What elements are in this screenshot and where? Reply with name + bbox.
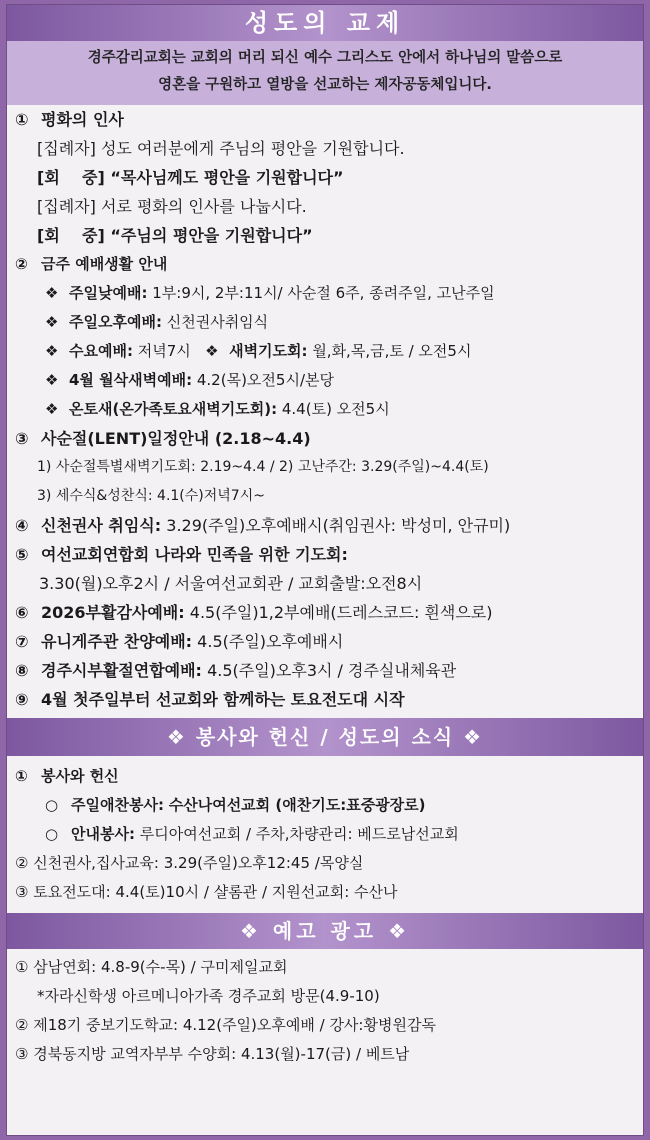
diamond-bullet-icon: ❖ <box>45 400 59 418</box>
lent-item: 1) 사순절특별새벽기도회: 2.19~4.4 / 2) 고난주간: 3.29(주일)~4.4(토) <box>37 459 489 475</box>
service-item: ○ 안내봉사: 루디아여선교회 / 주차,차량관리: 베드로남선교회 <box>15 820 635 849</box>
intro-line: 영혼을 구원하고 열방을 선교하는 제자공동체입니다. <box>158 77 492 93</box>
service-section <box>7 762 643 907</box>
announcement-detail: 3.30(월)오후2시 / 서울여선교회관 / 교회출발:오전8시 <box>39 574 423 593</box>
service-item: ③ 토요전도대: 4.4(토)10시 / 샬롬관 / 지원선교회: 수산나 <box>15 883 398 901</box>
intro-box <box>7 41 643 105</box>
litany-line: [회 중] “목사님께도 평안을 기원합니다” <box>37 168 344 187</box>
diamond-bullet-icon: ❖ <box>205 342 219 360</box>
page-title: 성도의 교제 <box>7 5 643 41</box>
announcement-item: ⑧ 경주시부활절연합예배: 4.5(주일)오후3시 / 경주실내체육관 <box>15 661 457 680</box>
announcement-item: ⑥ 2026부활감사예배: 4.5(주일)1,2부예배(드레스코드: 흰색으로) <box>15 603 493 622</box>
section-heading-service: ① 봉사와 헌신 <box>15 767 119 785</box>
diamond-bullet-icon: ❖ <box>45 313 59 331</box>
lent-item: 3) 세수식&성찬식: 4.1(수)저녁7시~ <box>37 488 265 504</box>
litany-line: [집례자] 서로 평화의 인사를 나눕시다. <box>37 197 307 216</box>
announcement-item: ⑨ 4월 첫주일부터 선교회와 함께하는 토요전도대 시작 <box>15 690 405 709</box>
diamond-bullet-icon: ❖ <box>45 371 59 389</box>
announcements <box>7 105 643 714</box>
diamond-bullet-icon: ❖ <box>45 342 59 360</box>
section-banner-service: ❖ 봉사와 헌신 / 성도의 소식 ❖ <box>7 718 643 756</box>
litany-line: [회 중] “주님의 평안을 기원합니다” <box>37 226 313 245</box>
service-item: ② 신천권사,집사교육: 3.29(주일)오후12:45 /목양실 <box>15 854 364 872</box>
announcement-item: ⑦ 유니게주관 찬양예배: 4.5(주일)오후예배시 <box>15 632 344 651</box>
ads-section <box>7 953 643 1069</box>
section-heading-worship: ② 금주 예배생활 안내 <box>15 255 168 273</box>
worship-item: ❖ 주일오후예배: 신천권사취임식 <box>15 308 635 337</box>
announcement-item: ⑤ 여선교회연합회 나라와 민족을 위한 기도회: <box>15 545 348 564</box>
litany-line: [집례자] 성도 여러분에게 주님의 평안을 기원합니다. <box>37 139 405 158</box>
ad-note: *자라신학생 아르메니아가족 경주교회 방문(4.9-10) <box>37 987 380 1005</box>
diamond-bullet-icon: ❖ <box>45 284 59 302</box>
worship-item: ❖ 4월 월삭새벽예배: 4.2(목)오전5시/본당 <box>15 366 635 395</box>
circle-bullet-icon: ○ <box>45 825 59 843</box>
announcement-item: ④ 신천권사 취임식: 3.29(주일)오후예배시(취임권사: 박성미, 안규미) <box>15 516 511 535</box>
ad-item: ② 제18기 중보기도학교: 4.12(주일)오후예배 / 강사:황병원감독 <box>15 1016 436 1034</box>
worship-item: ❖ 주일낮예배: 1부:9시, 2부:11시/ 사순절 6주, 종려주일, 고난주일 <box>15 279 635 308</box>
worship-item: ❖ 온토새(온가족토요새벽기도회): 4.4(토) 오전5시 <box>15 395 635 424</box>
section-heading-peace: ① 평화의 인사 <box>15 110 124 129</box>
section-heading-lent: ③ 사순절(LENT)일정안내 (2.18~4.4) <box>15 429 311 448</box>
worship-item: ❖ 수요예배: 저녁7시 ❖ 새벽기도회: 월,화,목,금,토 / 오전5시 <box>15 337 635 366</box>
ad-item: ③ 경북동지방 교역자부부 수양회: 4.13(월)-17(금) / 베트남 <box>15 1045 410 1063</box>
ad-item: ① 삼남연회: 4.8-9(수-목) / 구미제일교회 <box>15 958 288 976</box>
circle-bullet-icon: ○ <box>45 796 59 814</box>
intro-line: 경주감리교회는 교회의 머리 되신 예수 그리스도 안에서 하나님의 말씀으로 <box>87 50 563 66</box>
service-item: ○ 주일애찬봉사: 수산나여선교회 (애찬기도:표중광장로) <box>15 791 635 820</box>
section-banner-ads: ❖ 예고 광고 ❖ <box>7 913 643 949</box>
bulletin-page <box>6 4 644 1136</box>
